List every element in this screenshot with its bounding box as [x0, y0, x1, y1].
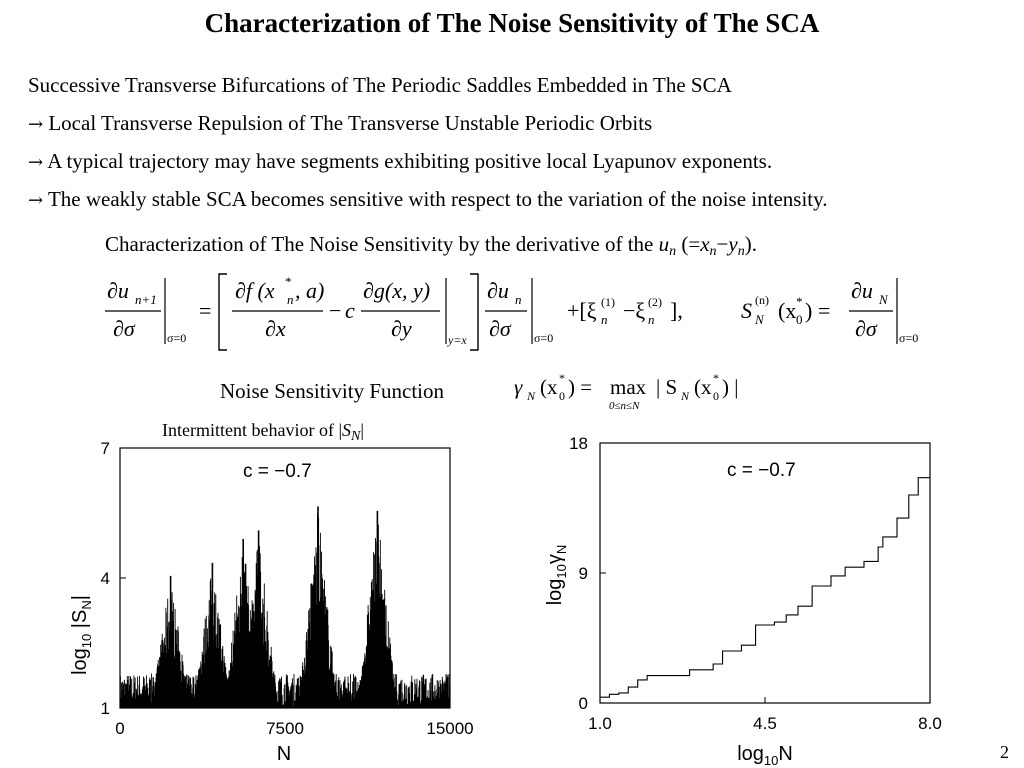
bullet-text-2: Local Transverse Repulsion of The Transverse Unstable Periodic Orbits	[48, 111, 653, 135]
chart2-series	[600, 478, 930, 698]
svg-text:n: n	[648, 312, 655, 327]
svg-text:∂f (x: ∂f (x	[235, 278, 275, 303]
svg-text:N: N	[879, 292, 888, 307]
svg-text:σ=0: σ=0	[899, 331, 919, 345]
svg-text:(1): (1)	[601, 295, 615, 309]
svg-text:σ=0: σ=0	[534, 331, 554, 345]
chart1-title-suffix: |	[360, 420, 364, 440]
svg-text:*: *	[713, 371, 719, 385]
chart1-xlabel: N	[276, 743, 292, 765]
svg-text:σ=0: σ=0	[167, 331, 187, 345]
chart1-title-s: S	[342, 420, 352, 440]
chart2	[535, 430, 965, 768]
chart1-title-prefix: Intermittent behavior of |	[162, 420, 343, 440]
svg-text:0: 0	[713, 389, 719, 403]
var-y-sub: n	[737, 244, 745, 259]
chart1-ytick-label: 4	[100, 569, 110, 588]
nsf-label: Noise Sensitivity Function	[220, 379, 445, 403]
chart2-step-line	[600, 478, 930, 698]
svg-text:(n): (n)	[755, 293, 769, 307]
chart1-xtick-label: 15000	[426, 719, 474, 738]
derivative-description	[105, 232, 757, 260]
svg-text:−ξ: −ξ	[623, 298, 646, 323]
chart2-plot-frame	[600, 443, 930, 703]
chart1-title-sub: N	[351, 429, 361, 444]
svg-text:, a): , a)	[295, 278, 325, 303]
svg-text:∂σ: ∂σ	[855, 316, 877, 341]
var-u: u	[658, 232, 670, 256]
chart2-ytick-label: 18	[569, 434, 588, 453]
svg-text:(x: (x	[694, 375, 712, 399]
svg-text:∂g(x, y): ∂g(x, y)	[363, 278, 431, 303]
svg-text:n: n	[287, 292, 294, 307]
svg-text:(2): (2)	[648, 295, 662, 309]
svg-text:n: n	[601, 312, 608, 327]
bullet-text-1: Successive Transverse Bifurcations of The Periodic Saddles Embedded in The SCA	[28, 73, 732, 97]
right-arrow-icon: →	[28, 114, 44, 135]
paren-close: ).	[744, 232, 757, 256]
svg-text:) =: ) =	[568, 375, 593, 399]
chart1-signal-line	[120, 513, 450, 708]
svg-text:∂y: ∂y	[391, 316, 412, 341]
svg-text:n+1: n+1	[135, 292, 157, 307]
chart1-ytick-label: 1	[100, 699, 110, 718]
chart2-annotation: c = −0.7	[727, 460, 796, 481]
svg-text:log10γN: $\log_{10}\gamma_N$	[544, 544, 569, 606]
var-x-sub: n	[709, 244, 717, 259]
svg-text:0: 0	[796, 312, 803, 327]
minus-sign: −	[716, 232, 729, 256]
svg-text:(x: (x	[540, 375, 558, 399]
chart1-ytick-label: 7	[100, 440, 110, 458]
svg-text:=: =	[199, 298, 212, 323]
svg-text:∂u: ∂u	[107, 278, 129, 303]
var-y: y	[728, 232, 738, 256]
svg-text:γ: γ	[514, 375, 523, 399]
chart2-xtick-label: 4.5	[753, 714, 777, 733]
right-arrow-icon: →	[28, 190, 44, 211]
svg-text:−: −	[329, 298, 342, 323]
svg-text:| S: | S	[656, 375, 678, 399]
bullet-text-4: The weakly stable SCA becomes sensitive with respect to the variation of the noise intensity.	[47, 187, 828, 211]
svg-text:0≤n≤N: 0≤n≤N	[609, 400, 640, 412]
chart1-xtick-label: 0	[115, 719, 125, 738]
svg-text:*: *	[559, 371, 565, 385]
svg-text:∂σ: ∂σ	[113, 316, 135, 341]
page-number: 2	[1000, 742, 1009, 762]
svg-text:N: N	[755, 312, 764, 327]
svg-text:) =: ) =	[805, 298, 831, 323]
var-x: x	[700, 232, 710, 256]
svg-text:0: 0	[559, 389, 565, 403]
svg-text:*: *	[796, 294, 803, 309]
svg-text:*: *	[285, 274, 292, 289]
chart2-ytick-label: 0	[578, 694, 588, 713]
nsf-equation	[510, 365, 770, 415]
svg-text:c: c	[345, 298, 355, 323]
var-u-sub: n	[669, 244, 677, 259]
bullet-line-1	[28, 73, 732, 98]
derivative-equation	[95, 270, 945, 355]
svg-text:∂σ: ∂σ	[489, 316, 511, 341]
bullet-text-3: A typical trajectory may have segments exhibiting positive local Lyapunov exponents.	[47, 149, 773, 173]
svg-text:∂u: ∂u	[851, 278, 873, 303]
slide-title: Characterization of The Noise Sensitivity of The SCA	[204, 8, 820, 38]
svg-text:∂u: ∂u	[487, 278, 509, 303]
svg-text:N: N	[681, 389, 690, 403]
chart2-xtick-label: 1.0	[588, 714, 612, 733]
svg-text:(x: (x	[778, 298, 797, 323]
chart2-xlabel: $\log_{10}N$	[737, 743, 793, 768]
svg-text:∂x: ∂x	[265, 316, 286, 341]
derivative-prefix: Characterization of The Noise Sensitivity by the derivative of the	[105, 232, 659, 256]
svg-text:log10 |SN|: $\log_{10} |S_N|$	[69, 595, 94, 675]
bullet-line-3	[28, 149, 772, 174]
svg-text:+[ξ: +[ξ	[567, 298, 597, 323]
svg-text:S: S	[741, 298, 752, 323]
svg-text:max: max	[610, 375, 647, 399]
chart2-ylabel	[544, 545, 569, 606]
svg-text:y=x: y=x	[448, 333, 467, 347]
svg-text:) |: ) |	[722, 375, 739, 399]
paren-open: (=	[676, 232, 701, 256]
svg-text:n: n	[515, 292, 522, 307]
svg-text:],: ],	[670, 298, 683, 323]
chart2-ytick-label: 9	[578, 564, 588, 583]
right-arrow-icon: →	[28, 152, 44, 173]
svg-text:N: N	[527, 389, 536, 403]
chart1	[60, 440, 490, 765]
chart1-ylabel	[69, 595, 94, 675]
chart1-series	[120, 507, 450, 709]
chart1-annotation: c = −0.7	[243, 461, 312, 482]
bullet-line-2	[28, 111, 652, 136]
chart2-xtick-label: 8.0	[918, 714, 942, 733]
bullet-line-4	[28, 187, 828, 212]
chart1-xtick-label: 7500	[266, 719, 304, 738]
